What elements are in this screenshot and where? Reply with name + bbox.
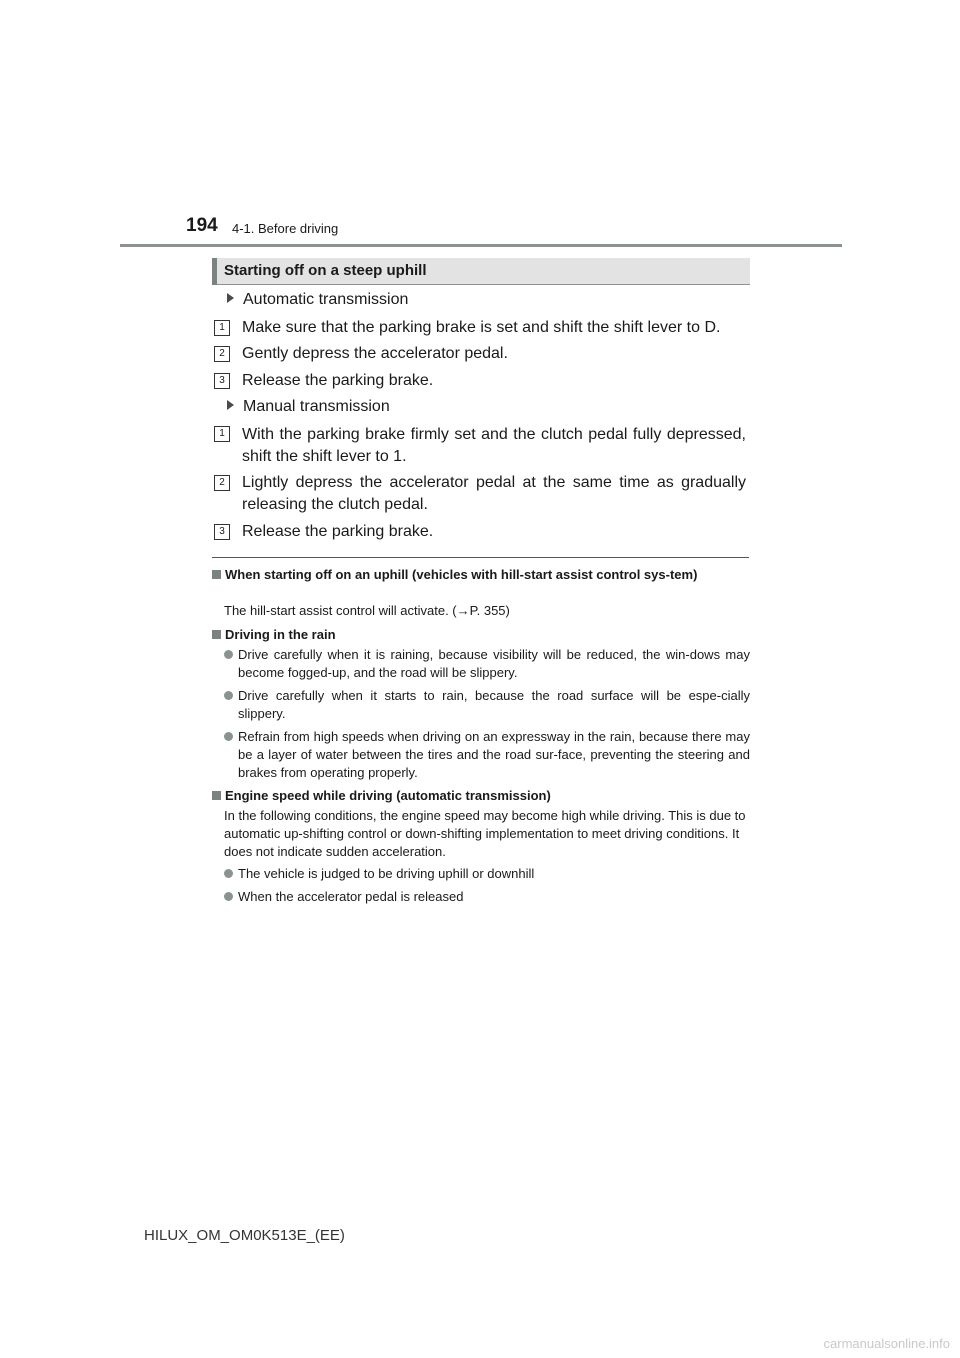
bullet-text: Refrain from high speeds when driving on an expressway in the rain, because there may be a layer of water between the tires and the road sur-face, preventing the steering and brakes from operating properly.	[238, 729, 750, 780]
step-text: Lightly depress the accelerator pedal at the same time as gradually releasing the clutch pedal.	[242, 474, 746, 513]
note-heading-rain: Driving in the rain	[212, 626, 750, 643]
page-number: 194	[186, 215, 218, 236]
step-text: Release the parking brake.	[242, 523, 434, 540]
square-bullet-icon	[212, 791, 221, 800]
list-item	[224, 687, 750, 723]
list-item	[224, 888, 750, 906]
manual-transmission-label: Manual transmission	[227, 398, 390, 416]
section-header-bar	[212, 258, 217, 285]
note-body-engine-speed: In the following conditions, the engine speed may become high while driving. This is due to automatic up-shifting control or down-shifting implementation to meet driving conditions. It does not indicate sudden acceleration.	[224, 808, 746, 859]
automatic-transmission-label: Automatic transmission	[227, 291, 408, 309]
step-text: Release the parking brake.	[242, 372, 434, 389]
bullet-text: When the accelerator pedal is released	[238, 889, 464, 904]
section-header	[212, 258, 750, 285]
circle-bullet-icon	[224, 732, 233, 741]
triangle-bullet-icon	[227, 293, 234, 303]
header-rule	[120, 244, 842, 247]
circle-bullet-icon	[224, 869, 233, 878]
step-text: With the parking brake firmly set and the clutch pedal fully depressed, shift the shift lever to 1.	[242, 426, 746, 465]
bullet-text: Drive carefully when it is raining, because visibility will be reduced, the win-dows may become fogged-up, and the road will be slippery.	[238, 647, 750, 680]
step-badge: 1	[214, 320, 230, 336]
notes-divider	[212, 557, 749, 558]
step-badge: 1	[214, 426, 230, 442]
document-footer: HILUX_OM_OM0K513E_(EE)	[144, 1227, 345, 1244]
section-title: Starting off on a steep uphill	[224, 262, 427, 279]
bullet-text: The vehicle is judged to be driving uphill or downhill	[238, 866, 535, 881]
step-badge: 3	[214, 524, 230, 540]
step-text: Gently depress the accelerator pedal.	[242, 345, 508, 362]
circle-bullet-icon	[224, 892, 233, 901]
step-badge: 2	[214, 475, 230, 491]
bullet-text: Drive carefully when it starts to rain, because the road surface will be espe-cially slippery.	[238, 688, 750, 721]
circle-bullet-icon	[224, 691, 233, 700]
square-bullet-icon	[212, 630, 221, 639]
step-badge: 3	[214, 373, 230, 389]
triangle-bullet-icon	[227, 400, 234, 410]
list-item	[224, 728, 750, 782]
square-bullet-icon	[212, 570, 221, 579]
step-badge: 2	[214, 346, 230, 362]
note-body-hill-start: The hill-start assist control will activate. (→P. 355)	[224, 603, 510, 618]
note-heading-engine-speed: Engine speed while driving (automatic transmission)	[212, 787, 750, 804]
circle-bullet-icon	[224, 650, 233, 659]
list-item	[224, 865, 750, 883]
watermark: carmanualsonline.info	[823, 1336, 950, 1351]
note-heading-hill-start: When starting off on an uphill (vehicles with hill-start assist control sys-tem)	[212, 566, 750, 583]
list-item	[224, 646, 750, 682]
running-head: 4-1. Before driving	[232, 221, 339, 236]
step-text: Make sure that the parking brake is set and shift the shift lever to D.	[242, 319, 721, 336]
